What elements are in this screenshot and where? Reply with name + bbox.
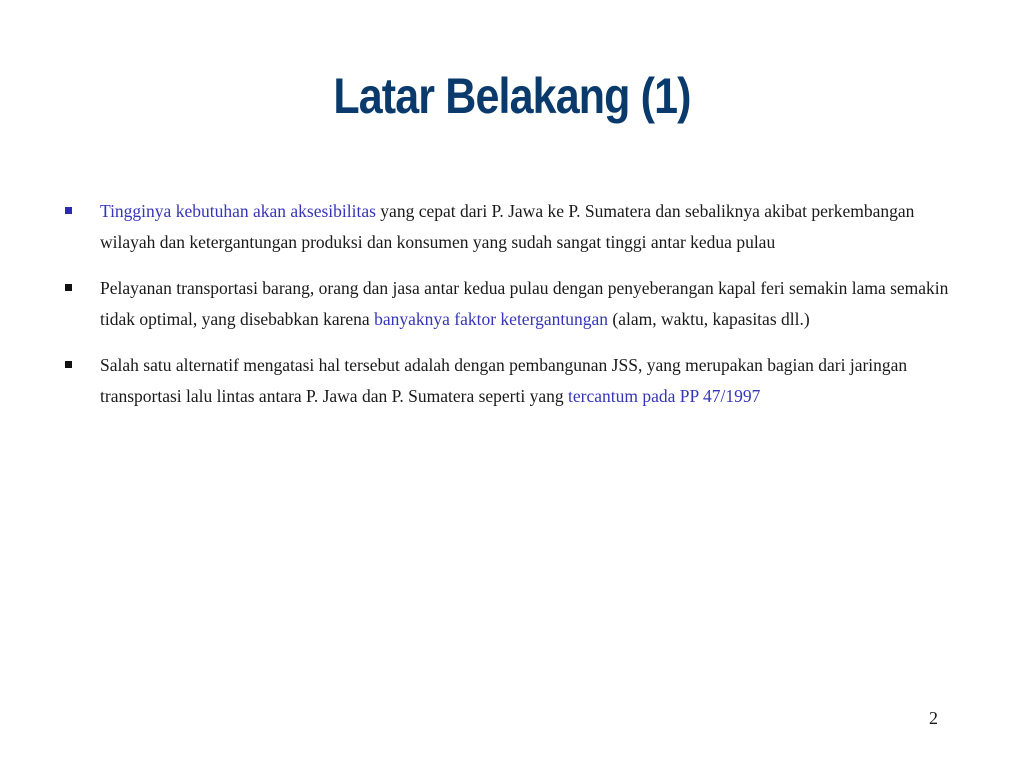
bullet-item-2 [60, 273, 960, 335]
slide-title: Latar Belakang (1) [333, 68, 691, 124]
bullet-text-before: Pelayanan transportasi barang, orang dan jasa antar kedua pulau dengan penyeberangan kapal feri semakin lama semakin tidak optimal, yang disebabkan karena [100, 278, 949, 329]
page-number: 2 [929, 708, 938, 728]
highlight-text: banyaknya faktor ketergantungan [374, 309, 608, 329]
square-bullet-icon [65, 284, 72, 291]
bullet-text-after: (alam, waktu, kapasitas dll.) [608, 309, 810, 329]
square-bullet-icon [65, 361, 72, 368]
bullet-list [60, 196, 960, 427]
bullet-text-before: Salah satu alternatif mengatasi hal tersebut adalah dengan pembangunan JSS, yang merupakan bagian dari jaringan transportasi lalu lintas antara P. Jawa dan P. Sumatera seperti yang [100, 355, 908, 406]
square-bullet-icon [65, 207, 72, 214]
bullet-item-3 [60, 350, 960, 412]
bullet-item-1 [60, 196, 960, 258]
highlight-text: tercantum pada PP 47/1997 [568, 386, 761, 406]
highlight-text: Tingginya kebutuhan akan aksesibilitas [100, 201, 376, 221]
bullet-text: yang cepat dari P. Jawa ke P. Sumatera dan sebaliknya akibat perkembangan wilayah dan ketergantungan produksi dan konsumen yang sudah sangat tinggi antar kedua pulau [100, 201, 915, 252]
